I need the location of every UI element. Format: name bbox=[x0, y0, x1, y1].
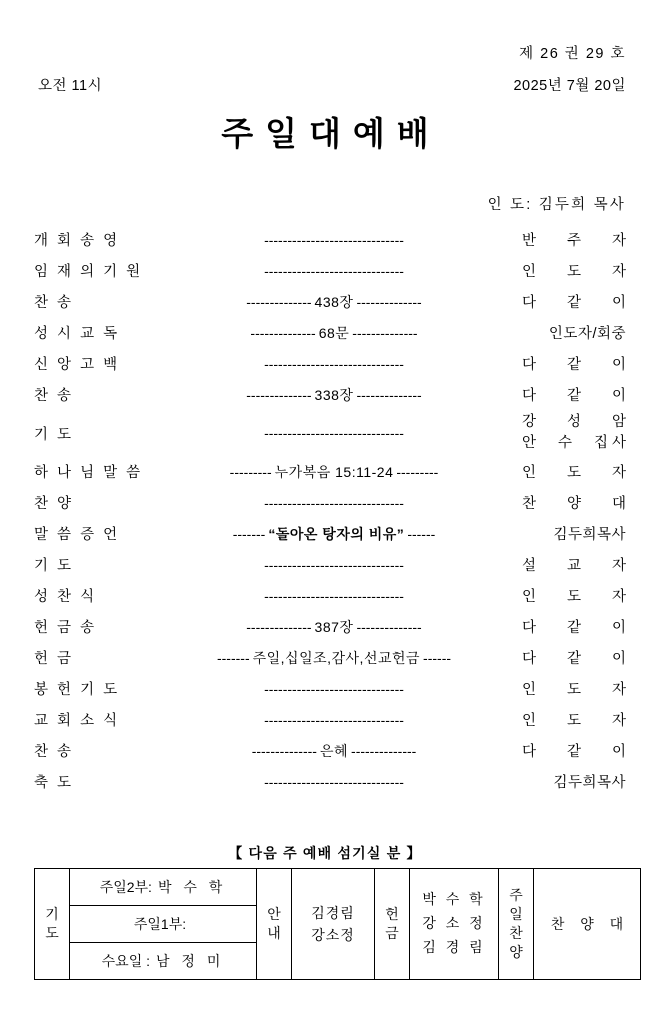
dash-right: -------------- bbox=[356, 293, 422, 310]
resp-part: 성 bbox=[566, 413, 581, 430]
dash-left: ------------------------------ bbox=[264, 556, 404, 573]
order-responsible bbox=[522, 353, 626, 374]
dash-left: ------------------------------ bbox=[264, 355, 404, 372]
order-item-label: 성 시 교 독 bbox=[34, 326, 120, 342]
resp-part: 다 bbox=[522, 295, 537, 311]
resp-part: 다 bbox=[522, 388, 537, 404]
praise-label-char1: 주 bbox=[509, 887, 523, 904]
order-middle bbox=[146, 356, 522, 372]
order-row bbox=[34, 549, 626, 580]
service-date: 2025년 7월 20일 bbox=[513, 78, 626, 94]
dash-left: ------------------------------ bbox=[264, 494, 404, 511]
dash-left: -------------- bbox=[251, 742, 317, 759]
volume-issue: 제 26 권 29 호 bbox=[519, 46, 626, 62]
order-item-label: 찬 송 bbox=[34, 388, 74, 404]
service-leader: 인 도: 김두희 목사 bbox=[487, 197, 626, 213]
dash-left: ------------------------------ bbox=[264, 425, 404, 441]
order-responsible bbox=[522, 412, 626, 454]
order-row-sermon bbox=[34, 518, 626, 549]
cell-offering-label bbox=[375, 869, 410, 980]
resp-part: 다 bbox=[522, 651, 537, 667]
resp-part: 자 bbox=[611, 558, 626, 574]
resp-part: 다 bbox=[522, 744, 537, 760]
order-item-label: 성 찬 식 bbox=[34, 589, 97, 605]
resp-part: 강 bbox=[522, 413, 537, 430]
order-row bbox=[34, 456, 626, 487]
order-responsible bbox=[522, 554, 626, 575]
duty-label: 수요일 : bbox=[101, 953, 150, 969]
order-responsible bbox=[522, 291, 626, 312]
order-row bbox=[34, 487, 626, 518]
order-row bbox=[34, 348, 626, 379]
table-row bbox=[35, 869, 641, 906]
resp-part: 자 bbox=[611, 233, 626, 249]
order-of-service bbox=[34, 224, 626, 797]
order-middle bbox=[146, 232, 522, 248]
guide-label-char1: 안 bbox=[267, 906, 281, 923]
order-responsible bbox=[522, 740, 626, 761]
order-row bbox=[34, 224, 626, 255]
cell-duty-sunday1 bbox=[70, 906, 257, 943]
duty-table bbox=[34, 868, 641, 980]
prayer-label-char1: 기 bbox=[45, 906, 59, 923]
praise-label-char2: 일 bbox=[509, 906, 523, 923]
resp-part: 이 bbox=[611, 295, 626, 311]
dash-left: ------- bbox=[216, 649, 250, 666]
order-row bbox=[34, 611, 626, 642]
order-middle bbox=[146, 617, 522, 637]
order-middle bbox=[146, 557, 522, 573]
duty-label: 주일1부: bbox=[133, 916, 187, 932]
order-middle bbox=[146, 462, 522, 482]
resp-part: 다 bbox=[522, 620, 537, 636]
prayer-label-char2: 도 bbox=[45, 925, 59, 941]
dash-right: -------------- bbox=[352, 324, 418, 341]
resp-line bbox=[522, 433, 626, 454]
resp-part: 안 bbox=[522, 435, 537, 451]
offering-name: 김 경 림 bbox=[422, 938, 486, 955]
cell-choir: 찬 양 대 bbox=[534, 869, 641, 980]
duty-name: 박 수 학 bbox=[157, 879, 227, 895]
order-value: 누가복음 15:11-24 bbox=[274, 463, 394, 480]
order-middle bbox=[146, 741, 522, 761]
resp-part: 도 bbox=[566, 682, 581, 698]
order-item-label: 임 재 의 기 원 bbox=[34, 264, 143, 280]
order-middle bbox=[146, 385, 522, 405]
guide-label-char2: 내 bbox=[267, 925, 281, 941]
dash-left: -------------- bbox=[250, 324, 316, 341]
duty-name bbox=[186, 916, 192, 932]
order-responsible bbox=[522, 678, 626, 699]
order-row bbox=[34, 580, 626, 611]
cell-duty-sunday2 bbox=[70, 869, 257, 906]
dash-left: ------------------------------ bbox=[264, 773, 404, 790]
order-responsible: 인도자/회중 bbox=[548, 326, 626, 342]
order-row bbox=[34, 766, 626, 797]
resp-part: 같 bbox=[566, 295, 581, 311]
dash-right: -------------- bbox=[351, 742, 417, 759]
dash-left: ------------------------------ bbox=[264, 587, 404, 604]
order-item-label: 하 나 님 말 씀 bbox=[34, 465, 143, 481]
cell-guide-names bbox=[292, 869, 375, 980]
resp-part: 반 bbox=[522, 233, 537, 249]
resp-part: 자 bbox=[611, 713, 626, 729]
order-row bbox=[34, 255, 626, 286]
dash-left: ------- bbox=[232, 525, 266, 542]
resp-part: 인 bbox=[522, 713, 537, 729]
dash-right: ------ bbox=[407, 525, 436, 542]
offering-name: 박 수 학 bbox=[422, 891, 486, 908]
order-value: 68문 bbox=[318, 324, 350, 341]
order-row bbox=[34, 410, 626, 456]
resp-part: 인 bbox=[522, 589, 537, 605]
order-middle bbox=[146, 425, 522, 441]
dash-left: -------------- bbox=[246, 618, 312, 635]
order-responsible bbox=[522, 384, 626, 405]
duty-name: 남 정 미 bbox=[156, 953, 225, 969]
order-middle bbox=[146, 774, 522, 790]
order-item-label: 신 앙 고 백 bbox=[34, 357, 120, 373]
order-row bbox=[34, 379, 626, 410]
offering-label-char2: 금 bbox=[385, 925, 399, 941]
resp-part: 집 사 bbox=[593, 435, 626, 451]
cell-prayer-label bbox=[35, 869, 70, 980]
order-middle bbox=[146, 588, 522, 604]
resp-part: 같 bbox=[566, 651, 581, 667]
resp-part: 같 bbox=[566, 357, 581, 373]
resp-part: 인 bbox=[522, 264, 537, 280]
resp-part: 도 bbox=[566, 264, 581, 280]
order-responsible bbox=[522, 229, 626, 250]
dash-left: ------------------------------ bbox=[264, 711, 404, 728]
order-value: 주일,십일조,감사,선교헌금 bbox=[252, 649, 421, 666]
resp-line bbox=[522, 412, 626, 433]
resp-part: 양 bbox=[566, 496, 581, 512]
order-item-label: 찬 송 bbox=[34, 295, 74, 311]
offering-name: 강 소 정 bbox=[422, 915, 486, 932]
resp-part: 이 bbox=[611, 357, 626, 373]
page-title: 주일대예배 bbox=[221, 115, 441, 152]
order-item-label: 찬 양 bbox=[34, 496, 74, 512]
resp-part: 자 bbox=[611, 589, 626, 605]
order-middle bbox=[146, 263, 522, 279]
resp-part: 교 bbox=[566, 558, 581, 574]
order-item-label: 기 도 bbox=[34, 558, 74, 574]
resp-part: 수 bbox=[557, 435, 572, 451]
order-item-label: 봉 헌 기 도 bbox=[34, 682, 120, 698]
resp-part: 인 bbox=[522, 682, 537, 698]
order-responsible bbox=[522, 492, 626, 513]
order-middle bbox=[146, 524, 522, 544]
next-week-title: 【 다음 주 예배 섬기실 분 】 bbox=[228, 845, 422, 861]
order-item-label: 개 회 송 영 bbox=[34, 233, 120, 249]
order-middle bbox=[146, 323, 522, 343]
resp-part: 이 bbox=[611, 744, 626, 760]
resp-part: 도 bbox=[566, 589, 581, 605]
order-responsible: 김두희목사 bbox=[553, 527, 626, 543]
order-value: 387장 bbox=[314, 618, 354, 635]
duty-label: 주일2부: bbox=[99, 879, 152, 895]
dash-left: ------------------------------ bbox=[264, 680, 404, 697]
order-middle bbox=[146, 292, 522, 312]
resp-part: 대 bbox=[611, 496, 626, 512]
order-item-label: 찬 송 bbox=[34, 744, 74, 760]
service-time: 오전 11시 bbox=[38, 78, 103, 94]
order-responsible bbox=[522, 260, 626, 281]
order-item-label: 헌 금 bbox=[34, 651, 74, 667]
order-row bbox=[34, 673, 626, 704]
resp-part: 인 bbox=[522, 465, 537, 481]
order-responsible bbox=[522, 616, 626, 637]
sermon-title: “돌아온 탕자의 비유” bbox=[268, 525, 405, 542]
resp-part: 암 bbox=[611, 413, 626, 430]
cell-sunday-praise-label bbox=[499, 869, 534, 980]
order-item-label: 교 회 소 식 bbox=[34, 713, 120, 729]
order-item-label: 축 도 bbox=[34, 775, 74, 791]
resp-part: 같 bbox=[566, 388, 581, 404]
resp-part: 같 bbox=[566, 744, 581, 760]
dash-right: ------ bbox=[423, 649, 452, 666]
resp-part: 설 bbox=[522, 558, 537, 574]
resp-part: 자 bbox=[611, 465, 626, 481]
dash-left: ------------------------------ bbox=[264, 262, 404, 279]
order-item-label: 헌 금 송 bbox=[34, 620, 97, 636]
order-value: 338장 bbox=[314, 386, 354, 403]
dash-right: -------------- bbox=[356, 386, 422, 403]
order-responsible bbox=[522, 709, 626, 730]
dash-right: --------- bbox=[396, 463, 439, 480]
resp-part: 이 bbox=[611, 651, 626, 667]
guide-name: 김경림 bbox=[311, 904, 355, 921]
resp-part: 이 bbox=[611, 388, 626, 404]
offering-label-char1: 헌 bbox=[385, 906, 399, 923]
order-row bbox=[34, 642, 626, 673]
order-responsible bbox=[522, 585, 626, 606]
resp-part: 주 bbox=[566, 233, 581, 249]
resp-part: 찬 bbox=[522, 496, 537, 512]
praise-label-char3: 찬 bbox=[509, 925, 523, 941]
order-row bbox=[34, 317, 626, 348]
order-value: 438장 bbox=[314, 293, 354, 310]
praise-label-char4: 양 bbox=[509, 943, 523, 960]
order-row bbox=[34, 704, 626, 735]
resp-part: 도 bbox=[566, 465, 581, 481]
cell-guide-label bbox=[257, 869, 292, 980]
order-middle bbox=[146, 681, 522, 697]
order-responsible bbox=[522, 647, 626, 668]
order-row bbox=[34, 286, 626, 317]
order-item-label: 기 도 bbox=[34, 426, 74, 443]
resp-part: 이 bbox=[611, 620, 626, 636]
order-responsible bbox=[522, 461, 626, 482]
dash-left: -------------- bbox=[246, 293, 312, 310]
cell-duty-wednesday bbox=[70, 943, 257, 980]
order-middle bbox=[146, 712, 522, 728]
order-middle bbox=[146, 495, 522, 511]
resp-part: 자 bbox=[611, 264, 626, 280]
order-row bbox=[34, 735, 626, 766]
resp-part: 도 bbox=[566, 713, 581, 729]
order-responsible: 김두희목사 bbox=[553, 775, 626, 791]
order-value: 은혜 bbox=[319, 742, 349, 759]
dash-left: --------- bbox=[229, 463, 272, 480]
resp-part: 다 bbox=[522, 357, 537, 373]
dash-left: ------------------------------ bbox=[264, 231, 404, 248]
resp-part: 자 bbox=[611, 682, 626, 698]
next-week-table-wrapper bbox=[34, 868, 630, 980]
guide-name: 강소정 bbox=[311, 927, 355, 943]
dash-right: -------------- bbox=[356, 618, 422, 635]
cell-offering-names bbox=[410, 869, 499, 980]
order-item-label: 말 씀 증 언 bbox=[34, 527, 120, 543]
resp-part: 같 bbox=[566, 620, 581, 636]
dash-left: -------------- bbox=[246, 386, 312, 403]
order-middle bbox=[146, 648, 522, 668]
